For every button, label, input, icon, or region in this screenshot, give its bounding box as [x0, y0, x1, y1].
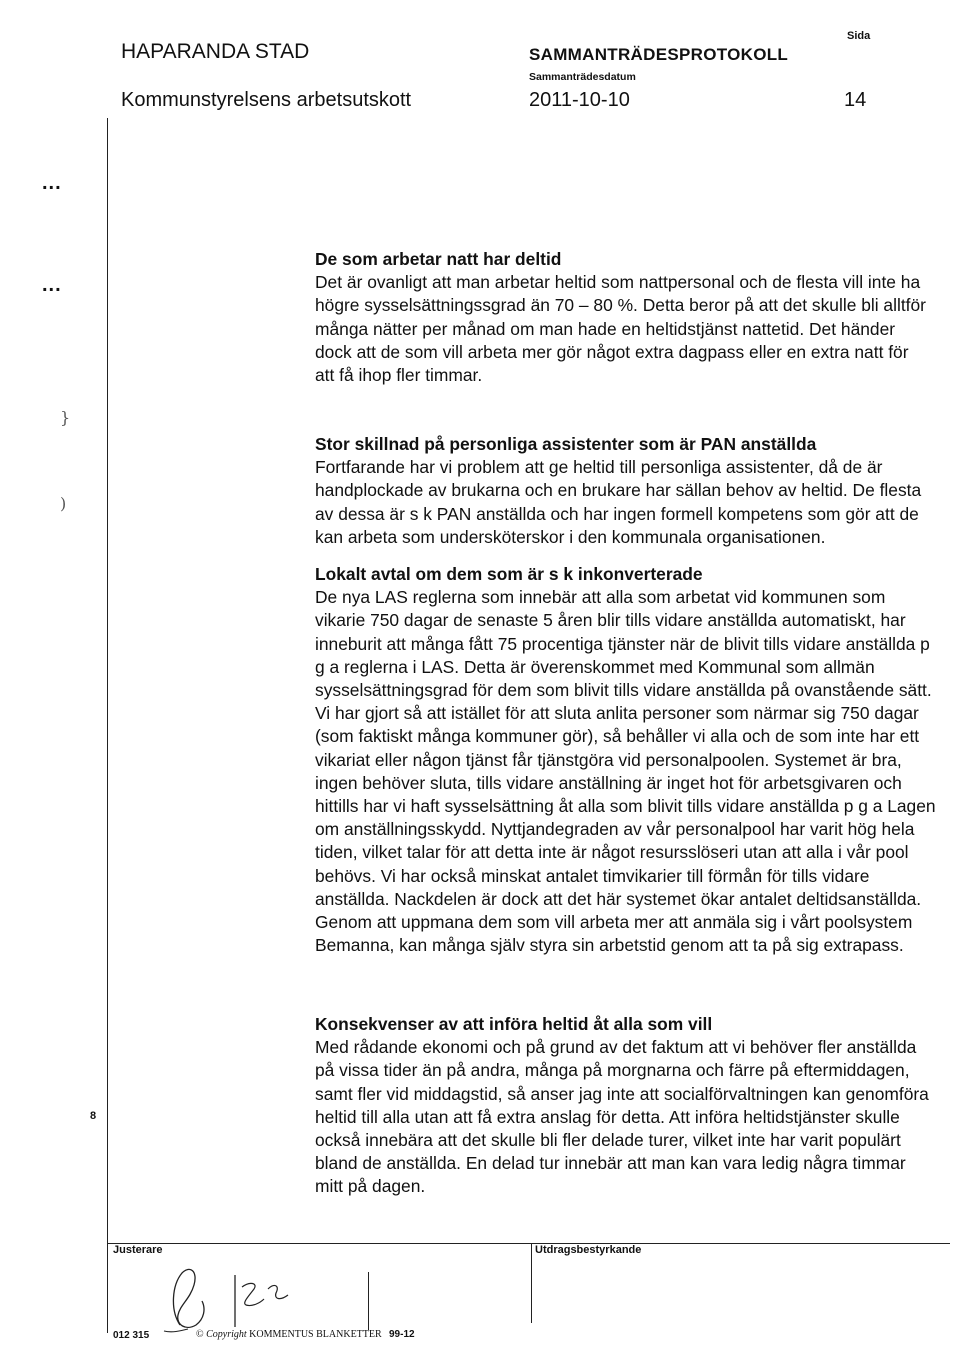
copyright-symbol: © — [196, 1329, 204, 1340]
margin-number: 8 — [90, 1110, 97, 1122]
adjusters-label: Justerare — [113, 1244, 163, 1256]
footer-rule — [107, 1243, 950, 1244]
form-code: 012 315 — [113, 1330, 150, 1341]
protocol-title: SAMMANTRÄDESPROTOKOLL — [529, 45, 789, 64]
margin-dots-top: ... — [42, 172, 62, 194]
extract-certification-label: Utdragsbestyrkande — [535, 1244, 642, 1256]
margin-bracket-mark: } — [60, 408, 71, 427]
margin-bracket-mark: ) — [60, 494, 67, 513]
footer-divider — [531, 1243, 532, 1323]
left-margin-rule — [107, 118, 108, 1333]
section-heading: Stor skillnad på personliga assistenter som är PAN anställda — [315, 434, 817, 454]
copyright-holder: KOMMENTUS BLANKETTER — [249, 1329, 382, 1340]
section-consequences — [315, 1013, 945, 1199]
page-label: Sida — [847, 30, 871, 42]
meeting-date: 2011-10-10 — [529, 89, 630, 111]
margin-dots-second: ... — [42, 274, 62, 296]
section-body: De nya LAS reglerna som innebär att alla som arbetat vid kommunen som vikarie 750 dagar de senaste 5 åren blir tills vidare anställda automatiskt, har inneburit att många fått 75 procentiga tjänster när de blivit tills vidare anställda p g a reglerna i LAS. Detta är överenskommet med Kommunal som allmän sysselsättningsgrad för dem som blivit tills vidare anställda på ovanstående sätt. Vi har gjort så att istället för att sluta anlita personer som närmar sig 750 dagar (som faktiskt många kommuner gör), så behåller vi alla och de som inte har ett vikariat eller någon tjänst får tjänstgöra vid personalpoolen. Systemet är bra, ingen behöver sluta, tills vidare anställning är inget hot för arbetsgivaren och hittills har vi haft sysselsättning åt alla som blivit tills vidare anställda p g a Lagen om anställningsskydd. Nyttjandegraden av vår personalpool har varit hög hela tiden, vilket talar för att detta inte är något resursslöseri utan att alla i vår pool behövs. Vi har också minskat antalet timvikarier till förmån för tills vidare anställda. Nackdelen är dock att det här systemet ökar antalet deltidsanställda. Genom att uppmana dem som vill arbeta mer att anmäla sig i vårt poolsystem Bemanna, kan många själv styra sin arbetstid genom att ta på sig extrapass. — [315, 587, 936, 956]
section-personal-assistants — [315, 433, 945, 549]
section-body: Fortfarande har vi problem att ge heltid till personliga assistenter, då de är handplockade av brukarna och en brukare har sällan behov av heltid. De flesta av dessa är s k PAN anställda och har ingen formell kompetens som gör att de kan arbeta som undersköterskor i den kommunala organisationen. — [315, 457, 922, 547]
organization-unit: Kommunstyrelsens arbetsutskott — [121, 89, 412, 111]
section-body: Med rådande ekonomi och på grund av det faktum att vi behöver fler anställda på vissa tider än på andra, många på morgnarna och färre på eftermiddagen, samt fler vid middagstid, så anser jag inte att socialförvaltningen kan genomföra heltid till alla utan att få extra anslag för detta. Att införa heltidstjänster skulle också innebära att det skulle bli fler delade turer, vilket inte har varit populärt bland de anställda. En delad tur innebär att man kan vara ledig några timmar mitt på dagen. — [315, 1037, 929, 1197]
organization-name: HAPARANDA STAD — [121, 40, 310, 63]
section-night-work — [315, 248, 945, 387]
section-heading: Lokalt avtal om dem som är s k inkonverterade — [315, 564, 703, 584]
section-body: Det är ovanligt att man arbetar heltid som nattpersonal och de flesta vill inte ha högre sysselsättningssgrad än 70 – 80 %. Detta beror på att det skulle bli alltför många nätter per månad om man hade en heltidstjänst nattetid. Det händer dock att de som vill arbeta mer gör något extra dagpass eller en extra natt för att få ihop fler timmar. — [315, 272, 926, 386]
handwritten-signatures — [150, 1255, 310, 1335]
section-heading: Konsekvenser av att införa heltid åt alla som vill — [315, 1014, 713, 1034]
meeting-date-label: Sammanträdesdatum — [529, 71, 636, 83]
copyright-word: Copyright — [206, 1329, 247, 1340]
form-version: 99-12 — [389, 1329, 415, 1340]
copyright-notice — [196, 1329, 382, 1340]
signature-stroke — [368, 1272, 369, 1330]
page-number: 14 — [844, 89, 867, 111]
section-local-agreement — [315, 563, 945, 957]
section-heading: De som arbetar natt har deltid — [315, 249, 562, 269]
